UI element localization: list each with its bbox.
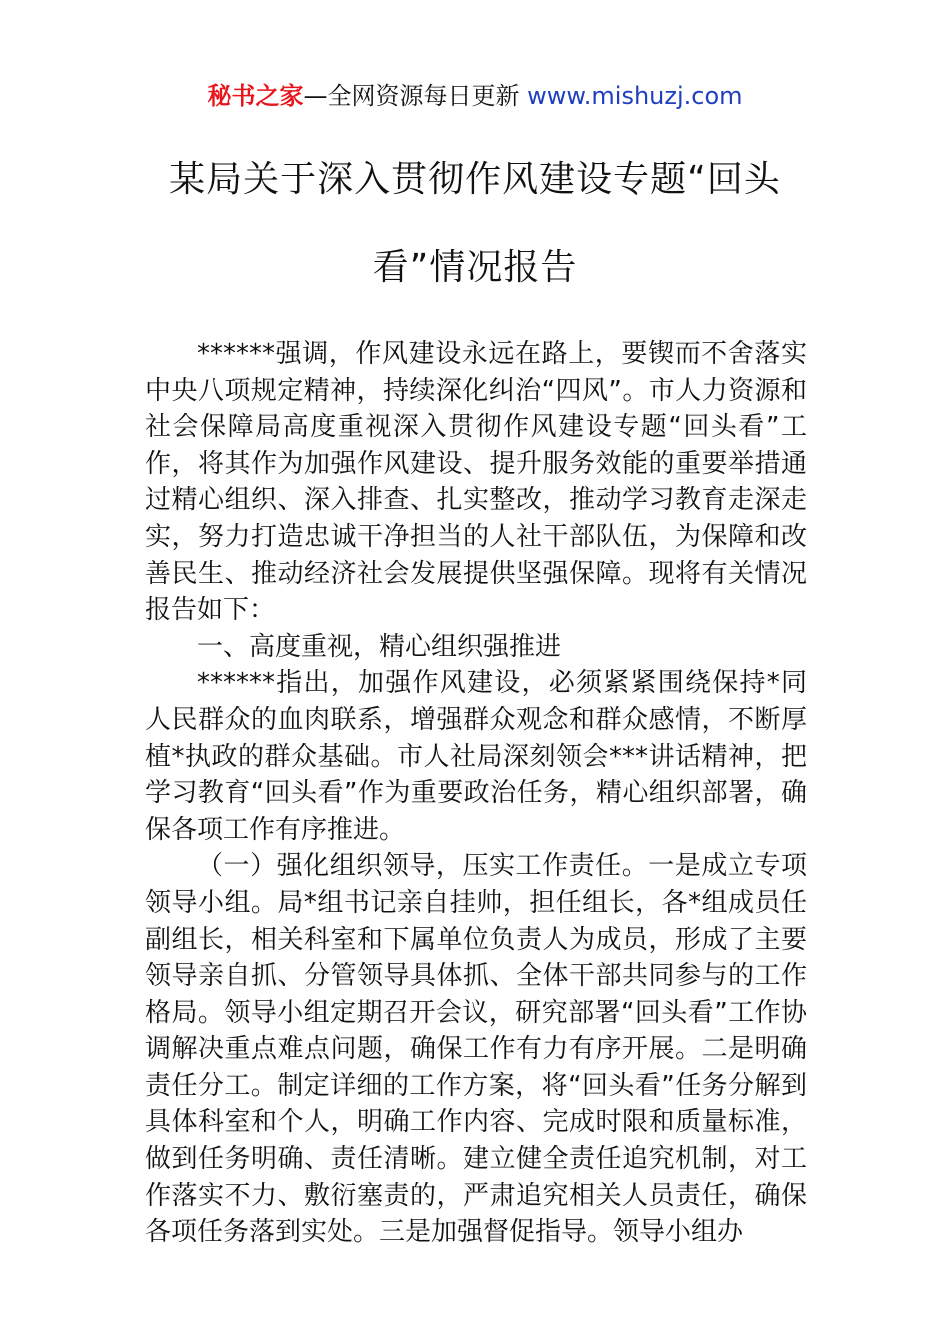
title-line-2: 看”情况报告	[372, 247, 578, 288]
title-line-1: 某局关于深入贯彻作风建设专题“回头	[169, 159, 781, 200]
brand-name: 秘书之家	[207, 82, 304, 110]
section-heading-1: 一、高度重视，精心组织强推进	[197, 631, 562, 662]
document-body	[145, 336, 807, 1251]
site-header	[0, 80, 950, 112]
header-tagline: —全网资源每日更新	[303, 82, 528, 110]
site-url-link[interactable]: www.mishuzj.com	[527, 82, 743, 110]
subsection-1-paragraph: （一）强化组织领导，压实工作责任。一是成立专项领导小组。局*组书记亲自挂帅，担任组长，各*组成员任副组长，相关科室和下属单位负责人为成员，形成了主要领导亲自抓、分管领导具体抓、全体干部共同参与的工作格局。领导小组定期召开会议，研究部署“回头看”工作协调解决重点难点问题，确保工作有力有序开展。二是明确责任分工。制定详细的工作方案，将“回头看”任务分解到具体科室和个人，明确工作内容、完成时限和质量标准，做到任务明确、责任清晰。建立健全责任追究机制，对工作落实不力、敷衍塞责的，严肃追究相关人员责任，确保各项任务落到实处。三是加强督促指导。领导小组办	[145, 851, 807, 1248]
intro-paragraph: ******强调，作风建设永远在路上，要锲而不舍落实中央八项规定精神，持续深化纠治“四风”。市人力资源和社会保障局高度重视深入贯彻作风建设专题“回头看”工作，将其作为加强作风建设、提升服务效能的重要举措通过精心组织、深入排查、扎实整改，推动学习教育走深走实，努力打造忠诚干净担当的人社干部队伍，为保障和改善民生、推动经济社会发展提供坚强保障。现将有关情况报告如下：	[145, 339, 807, 626]
document-title	[145, 156, 805, 332]
section-1-paragraph: ******指出，加强作风建设，必须紧紧围绕保持*同人民群众的血肉联系，增强群众观念和群众感情，不断厚植*执政的群众基础。市人社局深刻领会***讲话精神，把学习教育“回头看”作为重要政治任务，精心组织部署，确保各项工作有序推进。	[145, 668, 807, 845]
